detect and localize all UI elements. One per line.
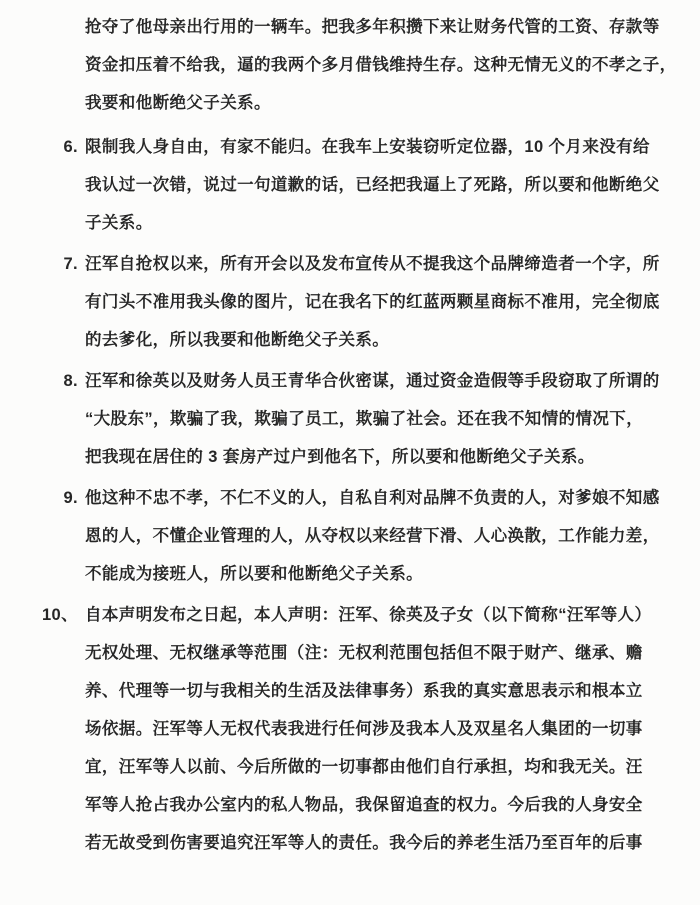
- list-item-number: 10、: [41, 606, 78, 624]
- text-line: 资金扣压着不给我，逼的我两个多月借钱维持生存。这种无情无义的不孝之子，: [85, 56, 677, 74]
- list-item-10: [0, 596, 700, 862]
- text-line: 汪军和徐英以及财务人员王青华合伙密谋，通过资金造假等手段窃取了所谓的: [85, 372, 660, 390]
- list-item-text: [85, 479, 700, 593]
- list-item-number: 7.: [63, 255, 78, 273]
- text-line: 的去爹化，所以我要和他断绝父子关系。: [85, 331, 390, 349]
- text-line: 场依据。汪军等人无权代表我进行任何涉及我本人及双星名人集团的一切事: [85, 720, 643, 738]
- text-line: 养、代理等一切与我相关的生活及法律事务）系我的真实意思表示和根本立: [85, 682, 643, 700]
- text-line: 无权处理、无权继承等范围（注：无权利范围包括但不限于财产、继承、赡: [85, 644, 643, 662]
- list-item-number: 8.: [63, 372, 78, 390]
- list-item-number: 6.: [63, 138, 78, 156]
- list-item-text: [85, 596, 700, 862]
- text-line: 自本声明发布之日起，本人声明：汪军、徐英及子女（以下简称“汪军等人）: [85, 606, 652, 624]
- list-item-6: [0, 128, 700, 242]
- list-item-text: [85, 362, 700, 476]
- text-line: 我要和他断绝父子关系。: [85, 94, 271, 112]
- list-item-9: [0, 479, 700, 593]
- text-line: 宜，汪军等人以前、今后所做的一切事都由他们自行承担，均和我无关。汪: [85, 758, 643, 776]
- list-item-text: [85, 8, 700, 122]
- text-line: 汪军自抢权以来，所有开会以及发布宣传从不提我这个品牌缔造者一个字，所: [85, 255, 660, 273]
- text-line: 子关系。: [85, 214, 153, 232]
- text-line: 他这种不忠不孝，不仁不义的人，自私自利对品牌不负责的人，对爹娘不知感: [85, 489, 660, 507]
- text-line: “大股东”，欺骗了我，欺骗了员工，欺骗了社会。还在我不知情的情况下，: [85, 410, 644, 428]
- list-item-text: [85, 245, 700, 359]
- text-line: 不能成为接班人，所以要和他断绝父子关系。: [85, 565, 423, 583]
- text-line: 把我现在居住的 3 套房产过户到他名下，所以要和他断绝父子关系。: [85, 448, 595, 466]
- list-item-8: [0, 362, 700, 476]
- list-item-7: [0, 245, 700, 359]
- text-line: 抢夺了他母亲出行用的一辆车。把我多年积攒下来让财务代管的工资、存款等: [85, 18, 660, 36]
- text-line: 军等人抢占我办公室内的私人物品，我保留追查的权力。今后我的人身安全: [85, 796, 643, 814]
- list-item-5-continuation: [0, 8, 700, 122]
- text-line: 若无故受到伤害要追究汪军等人的责任。我今后的养老生活乃至百年的后事: [85, 834, 643, 852]
- list-item-number: 9.: [63, 489, 78, 507]
- text-line: 有门头不准用我头像的图片，记在我名下的红蓝两颗星商标不准用，完全彻底: [85, 293, 660, 311]
- list-item-text: [85, 128, 700, 242]
- text-line: 恩的人，不懂企业管理的人，从夺权以来经营下滑、人心涣散，工作能力差，: [85, 527, 660, 545]
- text-line: 我认过一次错，说过一句道歉的话，已经把我逼上了死路，所以要和他断绝父: [85, 176, 660, 194]
- text-line: 限制我人身自由，有家不能归。在我车上安装窃听定位器，10 个月来没有给: [85, 138, 650, 156]
